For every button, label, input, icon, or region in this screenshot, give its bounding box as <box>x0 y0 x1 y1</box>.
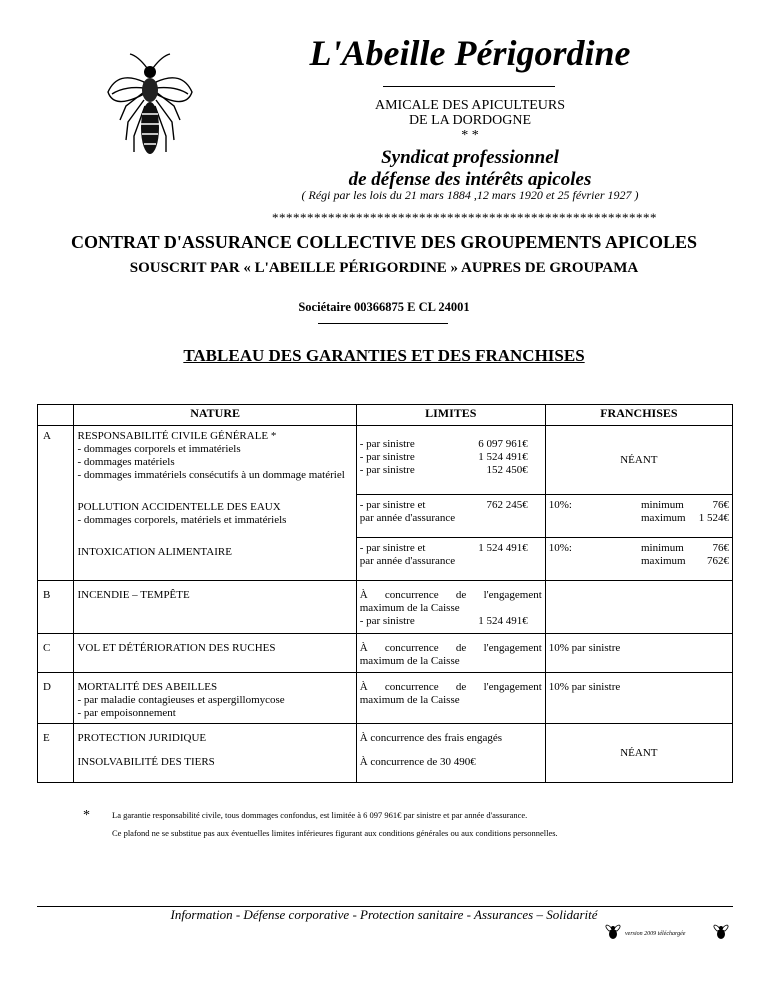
limit-label: - par sinistre <box>359 464 415 476</box>
nature-cell <box>74 426 356 581</box>
limits-cell <box>356 724 545 783</box>
limits-cell <box>356 538 545 581</box>
row-letter: C <box>38 634 74 673</box>
limit-line: À concurrence de l'engagement <box>359 681 542 693</box>
table-row-e <box>38 724 733 783</box>
franchise-min-value: 76€ <box>712 542 729 554</box>
intox-title: INTOXICATION ALIMENTAIRE <box>77 546 232 558</box>
table-header-row <box>38 405 733 426</box>
syndicat-block <box>300 147 640 191</box>
franchise-cell <box>545 581 732 634</box>
limit-line: À concurrence des frais engagés <box>359 732 503 744</box>
franchise-neant: NÉANT <box>620 453 658 466</box>
title-divider <box>383 86 555 87</box>
nature-title: PROTECTION JURIDIQUE <box>77 732 207 744</box>
footnote-star: * <box>83 808 90 823</box>
header-franchises: FRANCHISES <box>545 405 732 426</box>
row-letter: B <box>38 581 74 634</box>
franchise-neant: NÉANT <box>620 746 658 759</box>
limit-label: - par sinistre <box>359 615 415 627</box>
limit-line: maximum de la Caisse <box>359 655 460 667</box>
nature-item: - par maladie contagieuses et aspergillomycose <box>77 694 285 706</box>
limits-cell <box>356 581 545 634</box>
nature-cell <box>74 673 356 724</box>
franchise-cell <box>545 495 732 538</box>
franchise-max-value: 762€ <box>707 555 729 567</box>
limit-value: 1 524 491€ <box>478 615 528 627</box>
franchise-cell: 10% par sinistre <box>545 634 732 673</box>
limit-value: 762 245€ <box>486 499 528 511</box>
nature-title: INSOLVABILITÉ DES TIERS <box>77 756 215 768</box>
nature-title: MORTALITÉ DES ABEILLES <box>77 681 218 693</box>
table-row-d <box>38 673 733 724</box>
franchise-cell <box>545 724 732 783</box>
limit-label: - par sinistre <box>359 438 415 450</box>
limit-line: maximum de la Caisse <box>359 602 460 614</box>
franchise-min-value: 76€ <box>712 499 729 511</box>
limit-value: 152 450€ <box>486 464 528 476</box>
limits-cell <box>356 495 545 538</box>
footnote-line-1: La garantie responsabilité civile, tous dommages confondus, est limitée à 6 097 961€ par sinistre et par année d'assurance. <box>112 810 528 820</box>
row-letter: E <box>38 724 74 783</box>
guarantees-table <box>37 404 733 783</box>
stars-separator: ******************************************************* <box>272 210 657 225</box>
franchise-pct: 10%: <box>548 499 572 511</box>
limit-sub: par année d'assurance <box>359 512 456 524</box>
nature-cell <box>74 724 356 783</box>
syndicat-line-1: Syndicat professionnel <box>381 147 559 168</box>
version-label: version 2009 téléchargée <box>625 931 686 937</box>
franchise-cell <box>545 538 732 581</box>
syndicat-line-2: de défense des intérêts apicoles <box>348 169 592 190</box>
limit-line: À concurrence de 30 490€ <box>359 756 476 768</box>
societaire-number: Sociétaire 00366875 E CL 24001 <box>298 300 470 314</box>
pollution-title: POLLUTION ACCIDENTELLE DES EAUX <box>77 501 281 513</box>
limit-label: - par sinistre et <box>359 499 426 511</box>
bee-logo <box>100 48 200 178</box>
limit-label: - par sinistre <box>359 451 415 463</box>
pollution-item: - dommages corporels, matériels et immatériels <box>77 514 287 526</box>
franchise-cell <box>545 426 732 495</box>
limit-value: 1 524 491€ <box>478 542 528 554</box>
amicale-line-3: * * <box>461 128 479 143</box>
contract-subtitle: SOUSCRIT PAR « L'ABEILLE PÉRIGORDINE » AUPRES DE GROUPAMA <box>129 260 639 276</box>
limit-label: - par sinistre et <box>359 542 426 554</box>
rc-item: - dommages matériels <box>77 456 175 468</box>
header-limites: LIMITES <box>356 405 545 426</box>
societaire-divider <box>318 323 448 324</box>
table-row-a <box>38 426 733 495</box>
amicale-block <box>340 98 600 143</box>
limit-line: maximum de la Caisse <box>359 694 460 706</box>
page-title: L'Abeille Périgordine <box>309 33 631 73</box>
bee-icon <box>712 924 730 940</box>
header-nature: NATURE <box>74 405 356 426</box>
row-letter: D <box>38 673 74 724</box>
limit-line: À concurrence de l'engagement <box>359 589 542 601</box>
table-title: TABLEAU DES GARANTIES ET DES FRANCHISES <box>183 346 585 365</box>
bee-icon <box>604 924 622 940</box>
franchise-cell: 10% par sinistre <box>545 673 732 724</box>
footer-motto: Information - Défense corporative - Protection sanitaire - Assurances – Solidarité <box>170 907 598 922</box>
franchise-max-label: maximum <box>641 512 686 524</box>
franchise-min-label: minimum <box>641 499 684 511</box>
franchise-min-label: minimum <box>641 542 684 554</box>
limits-cell <box>356 426 545 495</box>
row-letter: A <box>38 426 74 581</box>
table-row-c <box>38 634 733 673</box>
franchise-pct: 10%: <box>548 542 572 554</box>
limit-sub: par année d'assurance <box>359 555 456 567</box>
footnote-line-2: Ce plafond ne se substitue pas aux éventuelles limites inférieures figurant aux conditions générales ou aux conditions personnelles. <box>112 828 558 838</box>
franchise-max-label: maximum <box>641 555 686 567</box>
contract-title: CONTRAT D'ASSURANCE COLLECTIVE DES GROUPEMENTS APICOLES <box>71 232 697 252</box>
table-row-b <box>38 581 733 634</box>
rc-item: - dommages corporels et immatériels <box>77 443 241 455</box>
franchise-max-value: 1 524€ <box>698 512 729 524</box>
amicale-line-1: AMICALE DES APICULTEURS <box>374 98 566 113</box>
limit-line: À concurrence de l'engagement <box>359 642 542 654</box>
regi-note: ( Régi par les lois du 21 mars 1884 ,12 mars 1920 et 25 février 1927 ) <box>301 188 639 202</box>
rc-item: - dommages immatériels consécutifs à un dommage matériel <box>77 469 345 481</box>
limit-value: 1 524 491€ <box>478 451 528 463</box>
limits-cell <box>356 634 545 673</box>
limit-value: 6 097 961€ <box>478 438 528 450</box>
limits-cell <box>356 673 545 724</box>
nature-cell: VOL ET DÉTÉRIORATION DES RUCHES <box>74 634 356 673</box>
nature-cell: INCENDIE – TEMPÊTE <box>74 581 356 634</box>
nature-item: - par empoisonnement <box>77 707 176 719</box>
amicale-line-2: DE LA DORDOGNE <box>408 113 532 128</box>
rc-title: RESPONSABILITÉ CIVILE GÉNÉRALE * <box>77 430 277 442</box>
header-letter <box>38 405 74 426</box>
